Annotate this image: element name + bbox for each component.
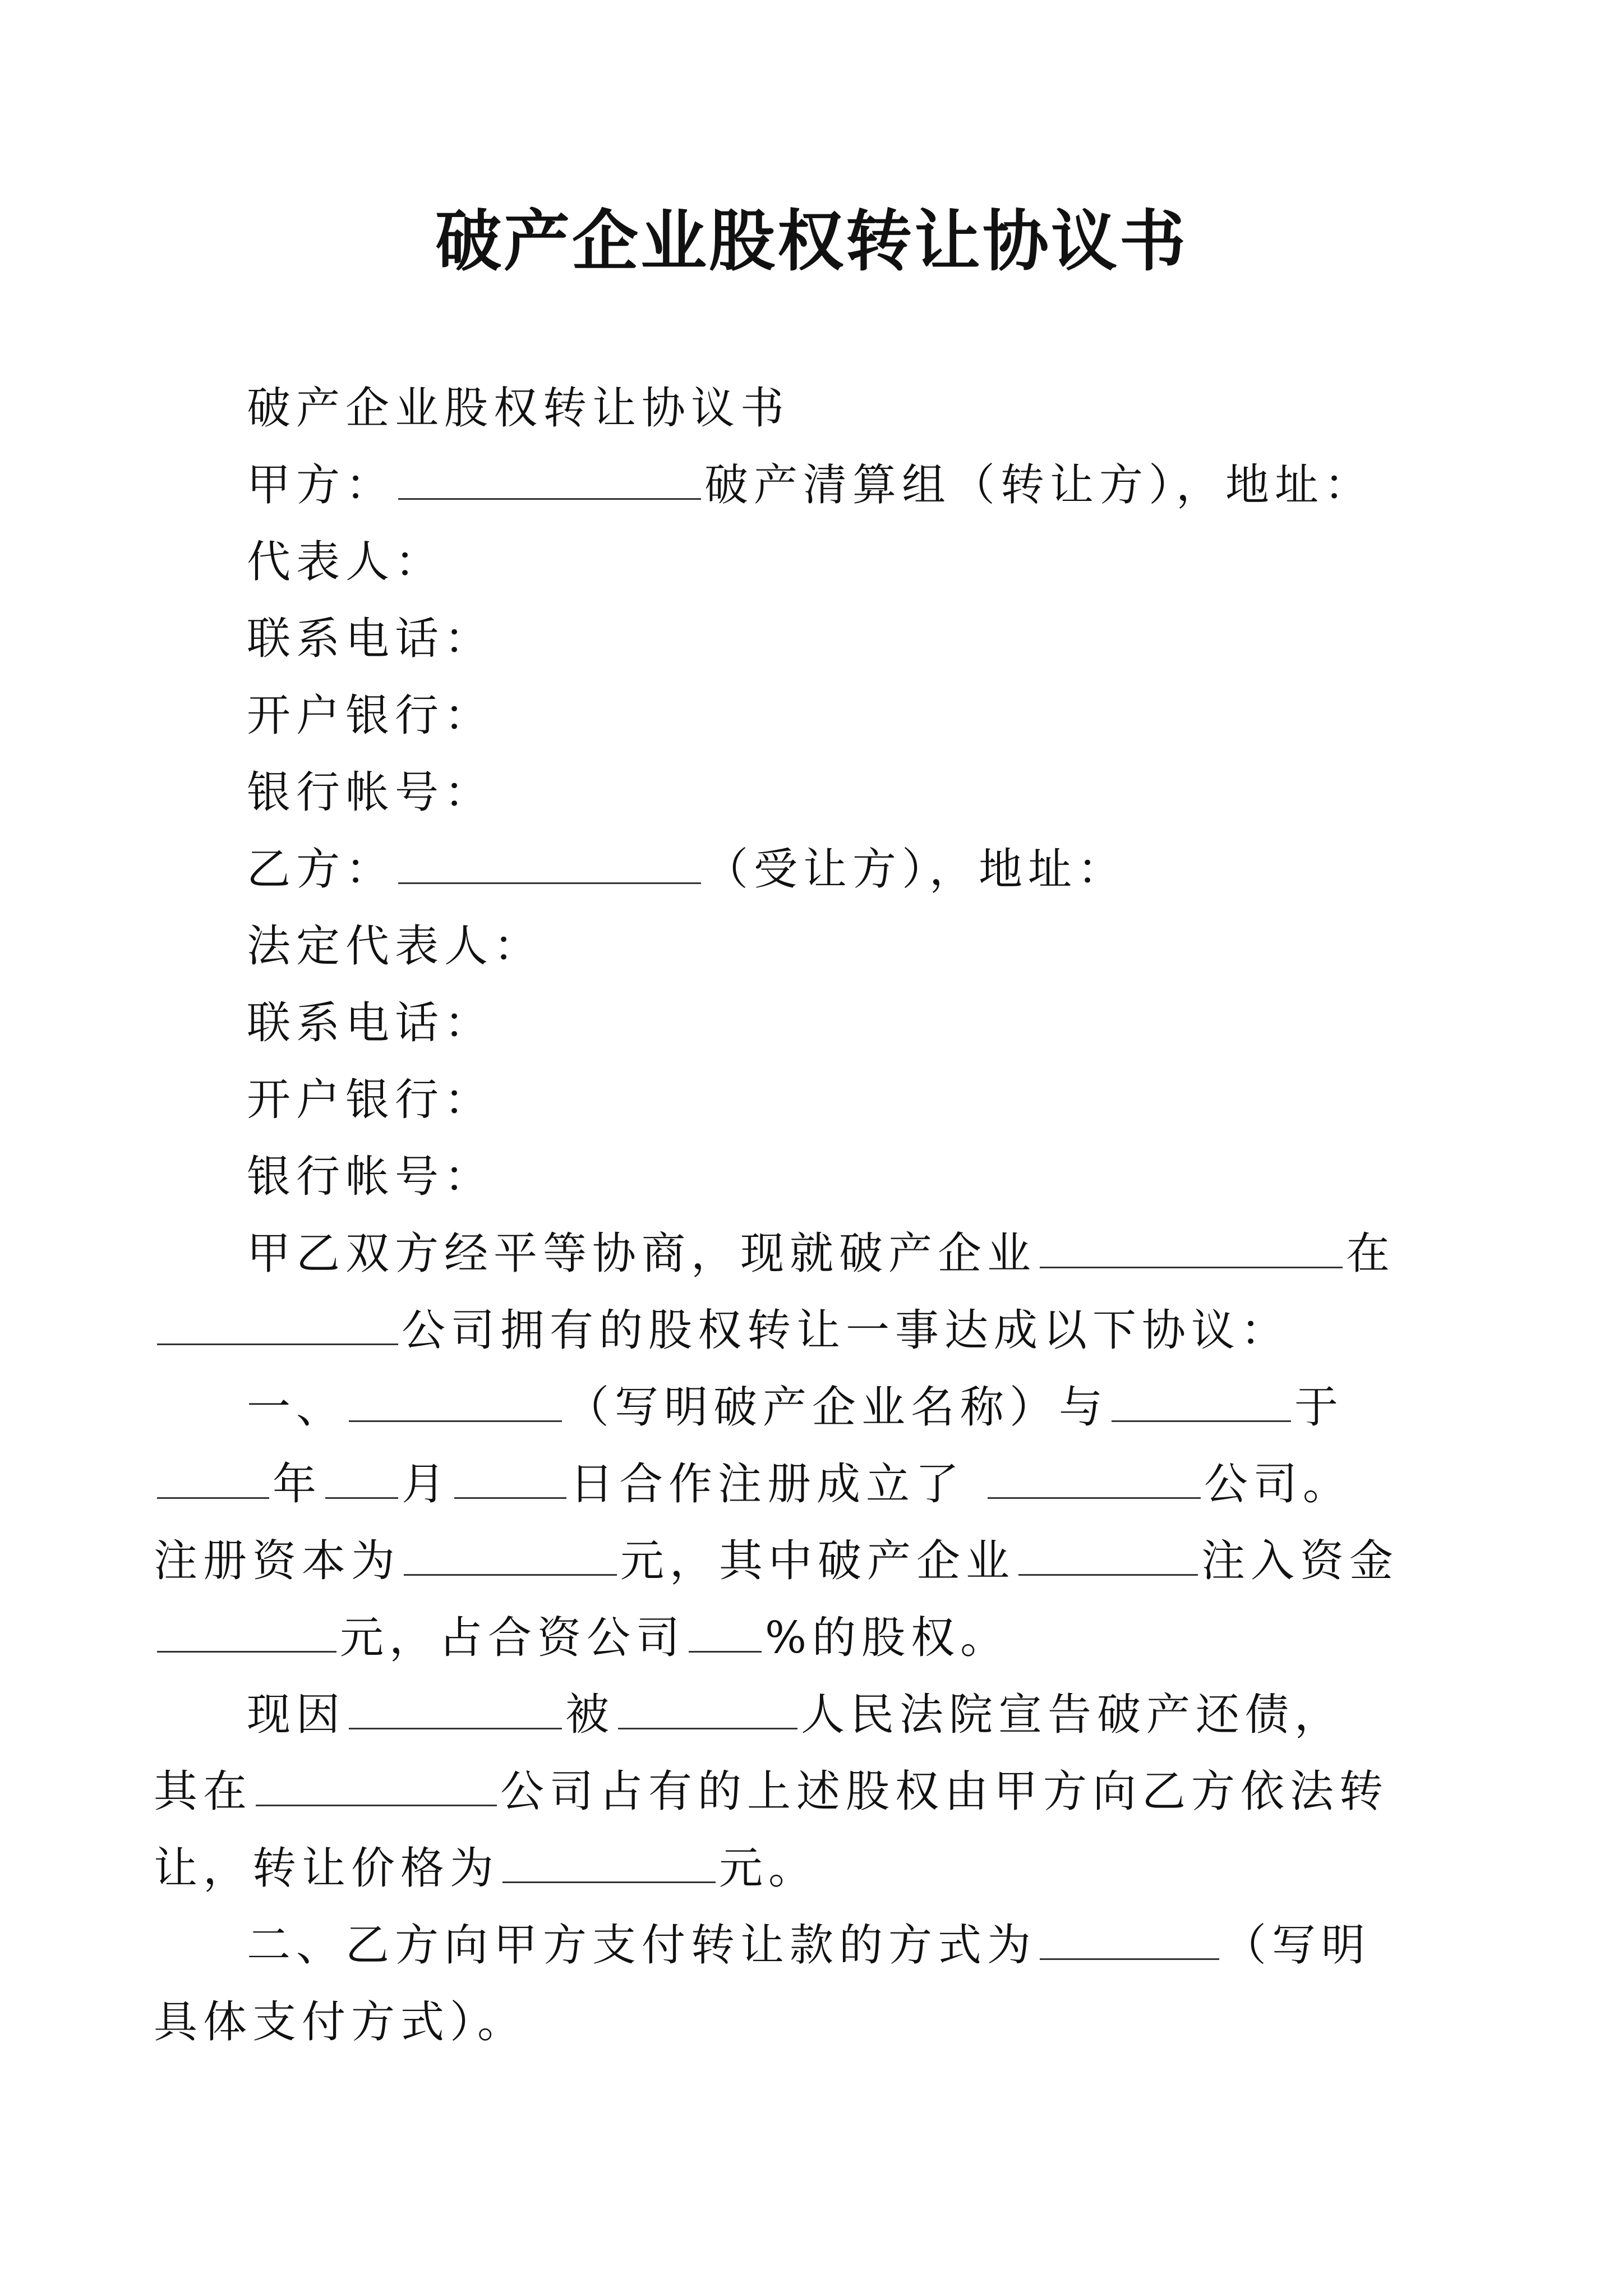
- clause-1b-line-1: [247, 1677, 1380, 1754]
- party-b-label: 乙方：: [247, 844, 395, 895]
- field-label: 法定代表人：: [247, 921, 543, 972]
- field-label: 开户银行：: [247, 1075, 494, 1125]
- field-label: 银行帐号：: [247, 1152, 494, 1202]
- intro-line-1: [247, 1216, 1396, 1292]
- party-a-phone: [247, 601, 1380, 678]
- paragraph-text: 日合作注册成立了: [570, 1459, 965, 1510]
- blank-field: [502, 1844, 716, 1883]
- party-b-line: [247, 831, 1380, 908]
- blank-field: [1040, 1921, 1219, 1960]
- field-label: 代表人：: [247, 537, 445, 587]
- document-title: 破产企业股权转让协议书: [435, 202, 1188, 280]
- paragraph-text: 注入资金: [1201, 1536, 1399, 1586]
- blank-field: [689, 1614, 762, 1653]
- blank-field: [1018, 1537, 1198, 1576]
- clause-number: 一、: [247, 1382, 346, 1433]
- clause-1-line-1: [247, 1369, 1380, 1446]
- paragraph-text: 人民法院宣告破产还债，: [801, 1690, 1344, 1740]
- clause-2-line-1: [247, 1907, 1380, 1984]
- paragraph-text: 现因: [247, 1690, 346, 1740]
- paragraph-text: 具体支付方式）。: [154, 1997, 527, 2047]
- clause-1b-line-3: [154, 1830, 1380, 1907]
- blank-field: [398, 845, 701, 884]
- paragraph-text: 公司占有的上述股权由甲方向乙方依法转: [500, 1766, 1389, 1817]
- blank-field: [349, 1691, 562, 1729]
- party-a-bank: [247, 678, 1380, 754]
- paragraph-text: 二、乙方向甲方支付转让款的方式为: [247, 1920, 1037, 1971]
- paragraph-text: 月: [402, 1459, 451, 1510]
- blank-field: [1112, 1383, 1291, 1422]
- paragraph-text: （写明: [1223, 1920, 1371, 1971]
- field-label: 联系电话：: [247, 998, 494, 1048]
- blank-field: [157, 1306, 398, 1345]
- party-b-phone: [247, 985, 1380, 1062]
- party-a-line: [247, 447, 1380, 524]
- clause-1-line-4: [154, 1600, 1380, 1677]
- subtitle: 破产企业股权转让协议书: [247, 383, 790, 434]
- clause-1-line-2: [154, 1446, 1380, 1523]
- blank-field: [404, 1537, 617, 1576]
- paragraph-text: %的股权。: [765, 1613, 1010, 1663]
- paragraph-text: 元。: [719, 1843, 818, 1894]
- paragraph-text: 公司拥有的股权转让一事达成以下协议：: [402, 1305, 1290, 1356]
- blank-field: [618, 1691, 797, 1729]
- paragraph-text: 其在: [154, 1766, 253, 1817]
- paragraph-text: 被: [565, 1690, 615, 1740]
- document-body: [154, 370, 1399, 2061]
- paragraph-text: 公司。: [1204, 1459, 1352, 1510]
- blank-field: [454, 1460, 566, 1499]
- clause-2-line-2: [154, 1984, 1380, 2061]
- paragraph-text: 在: [1346, 1228, 1396, 1279]
- field-label: 开户银行：: [247, 691, 494, 741]
- party-b-rep: [247, 908, 1380, 985]
- blank-field: [988, 1460, 1201, 1499]
- field-label: 银行帐号：: [247, 767, 494, 818]
- blank-field: [157, 1614, 336, 1653]
- paragraph-text: 元，占合资公司: [340, 1613, 686, 1663]
- paragraph-text: 让，转让价格为: [154, 1843, 500, 1894]
- subtitle-line: [247, 370, 1380, 447]
- paragraph-text: 注册资本为: [154, 1536, 401, 1586]
- paragraph-text: 甲乙双方经平等协商，现就破产企业: [247, 1228, 1037, 1279]
- party-a-account: [247, 754, 1380, 831]
- party-b-account: [247, 1139, 1380, 1216]
- paragraph-text: 元，其中破产企业: [620, 1536, 1016, 1586]
- clause-1-line-3: [154, 1523, 1399, 1600]
- party-a-label: 甲方：: [247, 460, 395, 510]
- paragraph-text: 年: [273, 1459, 322, 1510]
- blank-field: [157, 1460, 269, 1499]
- clause-1b-line-2: [154, 1754, 1389, 1830]
- paragraph-text: （写明破产企业名称）与: [565, 1382, 1109, 1433]
- intro-line-2: [154, 1292, 1380, 1369]
- blank-field: [325, 1460, 398, 1499]
- paragraph-text: 于: [1294, 1382, 1344, 1433]
- blank-field: [349, 1383, 562, 1422]
- party-b-bank: [247, 1062, 1380, 1139]
- party-b-suffix: （受让方），地址：: [704, 844, 1127, 895]
- blank-field: [256, 1768, 497, 1806]
- party-a-rep: [247, 524, 1380, 601]
- party-a-suffix: 破产清算组（转让方），地址：: [704, 460, 1374, 510]
- blank-field: [1040, 1230, 1343, 1268]
- blank-field: [398, 461, 701, 500]
- field-label: 联系电话：: [247, 614, 494, 664]
